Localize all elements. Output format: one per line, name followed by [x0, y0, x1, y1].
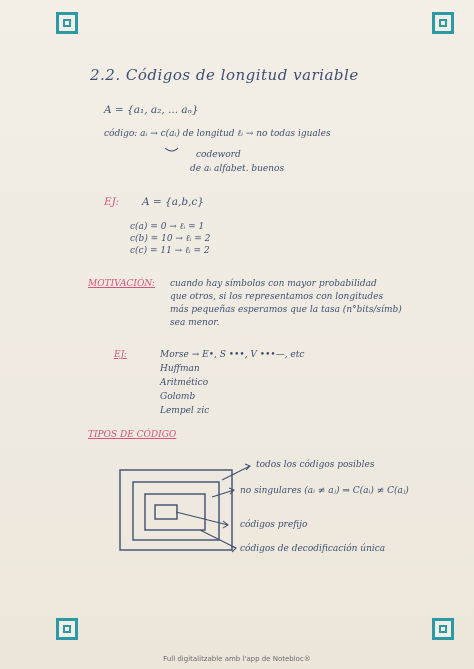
code-row: c(b) = 10 → ℓᵢ = 2: [130, 234, 211, 244]
alphabet-set: A = {a₁, a₂, ... aₙ}: [104, 104, 199, 116]
inner-box: [155, 505, 177, 519]
motivacion-line: cuando hay símbolos con mayor probabilidad: [170, 279, 377, 289]
example-label: EJ:: [104, 196, 119, 208]
motivacion-line: sea menor.: [170, 318, 220, 328]
arrow-line: [222, 466, 250, 480]
footer-note: Full digitalitzable amb l'app de Notebloc®: [163, 655, 311, 663]
example2-line: Huffman: [160, 364, 200, 374]
arrow-line: [200, 530, 236, 548]
example2-line: Aritmético: [160, 378, 209, 388]
motivacion-line: más pequeñas esperamos que la tasa (n°bits/símb): [170, 305, 402, 315]
example2-line: Lempel zic: [160, 406, 210, 416]
third-box: [145, 494, 205, 530]
codigo-definition: código: aᵢ → c(aᵢ) de longitud ℓᵢ → no todas iguales: [104, 129, 331, 139]
motivacion-line: que otros, si los representamos con longitudes: [170, 292, 384, 302]
code-row: c(a) = 0 → ℓᵢ = 1: [130, 222, 205, 232]
example-set: A = {a,b,c}: [142, 196, 204, 208]
diagram-label-unique: códigos de decodificación única: [240, 544, 386, 554]
motivacion-label: MOTIVACIÓN:: [88, 279, 155, 289]
example2-line: Golomb: [160, 392, 196, 402]
brace: [165, 148, 178, 151]
second-box: [133, 482, 219, 540]
code-row: c(c) = 11 → ℓᵢ = 2: [130, 246, 210, 256]
example2-line: Morse → E•, S •••, V •••—, etc: [160, 350, 305, 360]
section-heading: 2.2. Códigos de longitud variable: [90, 66, 359, 84]
tipos-label: TIPOS DE CÓDIGO: [88, 430, 177, 440]
diagram-label-all: todos los códigos posibles: [256, 460, 375, 470]
example2-label: EJ:: [114, 350, 127, 360]
arrow-line: [176, 512, 228, 525]
diagram-label-nonsingular: no singulares (aᵢ ≠ aⱼ) ⇒ C(aᵢ) ≠ C(aⱼ): [240, 486, 409, 496]
codeword-description: de aᵢ alfabet. buenos: [190, 164, 285, 174]
codeword-label: codeword: [196, 150, 241, 160]
diagram-label-prefix: códigos prefijo: [240, 520, 308, 530]
